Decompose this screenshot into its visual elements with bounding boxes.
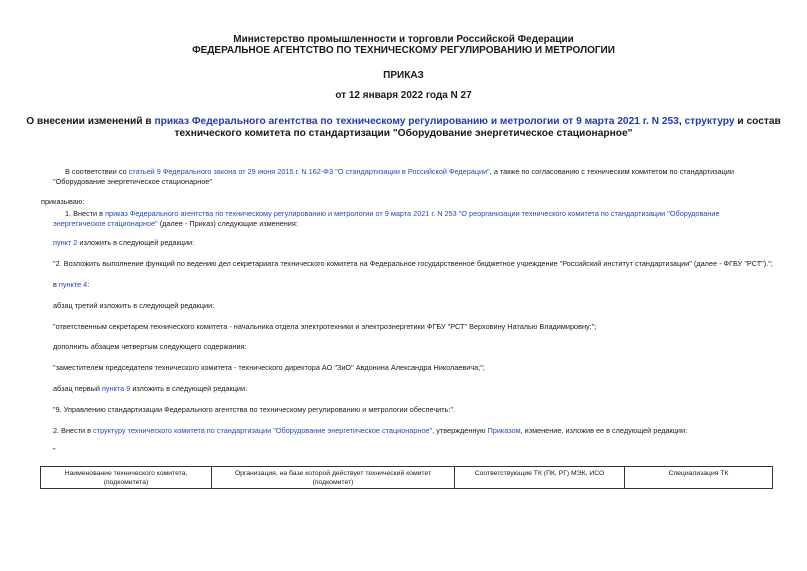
- paragraph-order: приказываю:: [41, 197, 85, 206]
- order-253-link[interactable]: приказ Федерального агентства по техническому регулированию и метрологии от 9 марта 2021 г. N 253 "О реорганизации технического комитета по стандартизации "Оборудование энергетическое стационарное": [53, 209, 720, 228]
- paragraph-text: В соответствии со: [65, 167, 129, 176]
- paragraph-point-2-text: "2. Возложить выполнение функций по ведению дел секретариата технического комитета на Федеральное государственное бюджетное учреждение "Российский институт стандартизации" (далее - ФГБУ "РСТ").";: [53, 259, 773, 268]
- paragraph-text: абзац первый: [53, 384, 102, 393]
- title-structure-link[interactable]: структуру: [684, 116, 735, 127]
- paragraph-point-2: [53, 238, 771, 248]
- committee-structure-link[interactable]: структуру технического комитета по стандартизации "Оборудование энергетическое стационарное": [93, 426, 433, 435]
- order-link[interactable]: Приказом: [487, 426, 521, 435]
- title-text: ,: [678, 116, 685, 127]
- title-text: и состав технического комитета по стандартизации "Оборудование энергетическое стационарное": [174, 116, 781, 139]
- agency-name: ФЕДЕРАЛЬНОЕ АГЕНТСТВО ПО ТЕХНИЧЕСКОМУ РЕГУЛИРОВАНИЮ И МЕТРОЛОГИИ: [192, 45, 615, 56]
- table-header-cell: Организация, на базе которой действует технический комитет (подкомитет): [212, 467, 455, 489]
- paragraph-secretary: "ответственным секретарем технического комитета - начальника отдела электротехники и электроэнергетики ФГБУ "РСТ" Верховину Наталью Владимировну;";: [53, 322, 597, 331]
- document-title: [0, 116, 807, 140]
- federal-law-link[interactable]: статьей 9 Федерального закона от 29 июня 2015 г. N 162-ФЗ "О стандартизации в Российской Федерации": [128, 167, 490, 176]
- table-header-row: [41, 467, 773, 489]
- paragraph-preamble: [53, 167, 771, 187]
- point-4-link[interactable]: пункте 4: [58, 280, 88, 289]
- paragraph-third-abzac: абзац третий изложить в следующей редакции:: [53, 301, 215, 310]
- ministry-name: Министерство промышленности и торговли Российской Федерации: [233, 34, 574, 45]
- paragraph-text: 1. Внести в: [65, 209, 106, 218]
- paragraph-point-4: [53, 280, 771, 290]
- paragraph-point-9-text: "9. Управлению стандартизации Федерального агентства по техническому регулированию и метрологии обеспечить:".: [53, 405, 455, 414]
- paragraph-text: , а также по согласованию с техническим комитетом по стандартизации "Оборудование энергетическое стационарное": [53, 167, 734, 186]
- paragraph-quote-open: ": [53, 446, 56, 455]
- title-text: О внесении изменений в: [26, 116, 155, 127]
- committee-structure-table: [40, 466, 773, 489]
- paragraph-text: (далее - Приказ) следующие изменения:: [157, 218, 298, 228]
- table-header-cell: Специализация ТК: [625, 467, 773, 489]
- table-header-cell: Соответствующие ТК (ПК, РГ) МЭК, ИСО: [455, 467, 625, 489]
- point-9-link[interactable]: пункта 9: [101, 384, 131, 393]
- paragraph-text: изложить в следующей редакции:: [130, 384, 248, 393]
- paragraph-item-2: [53, 426, 771, 436]
- paragraph-text: в: [53, 280, 59, 289]
- table-header-cell: Наименование технического комитета, (подкомитета): [41, 467, 212, 489]
- paragraph-text: изложить в следующей редакции:: [77, 238, 195, 247]
- paragraph-text: 2. Внести в: [53, 426, 94, 435]
- paragraph-point-9: [53, 384, 771, 394]
- paragraph-item-1: [53, 209, 771, 229]
- document-date-number: от 12 января 2022 года N 27: [335, 90, 472, 101]
- paragraph-deputy: "заместителем председателя технического комитета - технического директора АО "ЗиО" Авдонина Александра Николаевича;";: [53, 363, 485, 372]
- paragraph-text: :: [87, 280, 90, 289]
- paragraph-text: , изменение, изложив ее в следующей редакции:: [520, 426, 688, 435]
- point-2-link[interactable]: пункт 2: [53, 238, 78, 247]
- paragraph-text: , утвержденную: [432, 426, 488, 435]
- title-order-link[interactable]: приказ Федерального агентства по техническому регулированию и метрологии от 9 марта 2021 г. N 253: [154, 116, 679, 127]
- document-type: ПРИКАЗ: [383, 70, 424, 81]
- paragraph-fourth-abzac: дополнить абзацем четвертым следующего содержания:: [53, 342, 247, 351]
